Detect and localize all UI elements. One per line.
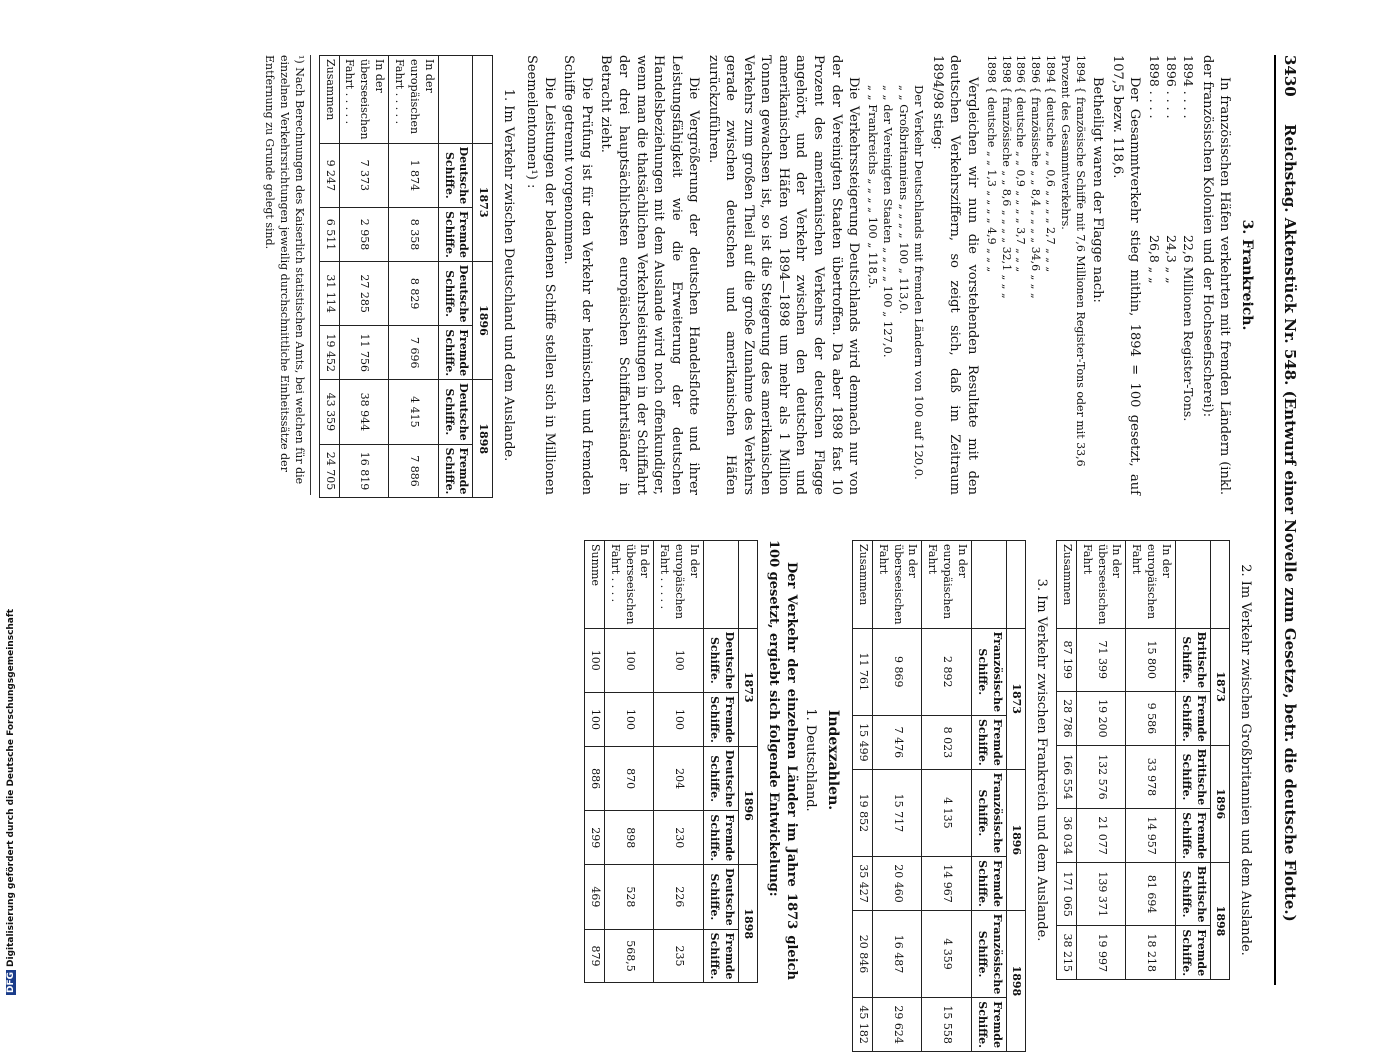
table-britain: 1873 1896 1898 Britische Schiffe. Fremde Schiffe. Britische Schiffe. Fremde Schiffe. Britische Schiffe. Fremde Schiffe. In der europäischen Fahrt 15 800 9 586 33 978 14 957 81 694 18 218 In der überseeischen Fahrt 71 399 19 200 132 576 21 077 139 371 19 997 Zusammen 87 199 28 786 166 554 36 034 171 065 38 215 <box>1056 540 1230 980</box>
traffic-row: 1894 . . . . 22,6 Millionen Register-Tons. <box>1181 55 1197 422</box>
page-number: 3430 <box>1281 55 1299 97</box>
flag-row: 1896 { deutsche „ „ 0,9 „ „ „ „ 3,7 „ „ „ <box>1014 55 1028 273</box>
flag-row: 1898 { französische „ „ 8,6 „ „ „ „ 32,1 „ „ „ <box>999 55 1013 299</box>
index-sub: 1. Deutschland. <box>803 708 819 812</box>
paragraph: Die Leistungen der beladenen Schiffe stellen sich in Millionen Seemeilentonnen¹) : <box>524 55 557 495</box>
table-row: In der überseeischen Fahrt 9 869 7 476 15 717 20 460 16 487 29 624 <box>872 541 922 1052</box>
table-row: In der überseeischen Fahrt . . . . . 7 373 2 958 27 285 11 756 38 944 16 819 <box>339 56 389 498</box>
flag-row: 1894 { deutsche „ „ 0,6 „ „ „ „ 2,7 „ „ „ <box>1044 55 1058 273</box>
flag-list <box>983 55 1087 495</box>
table1-title: 1. Im Verkehr zwischen Deutschland und dem Auslande. <box>500 88 516 462</box>
flag-row: 1896 { französische „ „ 8,4 „ „ „ „ 34,6 „ „ „ <box>1029 55 1043 299</box>
table-row: In der europäischen Fahrt . . . . . 100 100 204 230 226 235 <box>654 541 704 983</box>
flag-row: 1898 { deutsche „ „ 1,3 „ „ „ „ 4,9 „ „ „ <box>984 55 998 273</box>
compare-text: Vergleichen wir nun die vorstehenden Resultate mit den deutschen Verkehrsziffern, so zeigt sich, daß im Zeitraum 1894/98 stieg: <box>929 55 980 495</box>
table-row: In der europäischen Fahrt . . . . . 1 874 8 358 8 829 7 696 4 415 7 886 <box>389 56 439 498</box>
dfg-logo: DFG <box>6 971 16 993</box>
table-row: In der europäischen Fahrt 15 800 9 586 33 978 14 957 81 694 18 218 <box>1126 541 1176 980</box>
table-row: In der europäischen Fahrt 2 892 8 023 4 135 14 967 4 359 15 558 <box>922 541 972 1052</box>
compare-row: „ „ der Vereinigten Staaten „ „ „ „ 100 „ 127,0. <box>881 85 896 358</box>
section-intro: In französischen Häfen verkehrten mit fremden Ländern (inkl. der französischen Kolonien und der Hochseefischerei): <box>1199 55 1233 495</box>
table-row: In der überseeischen Fahrt 71 399 19 200 132 576 21 077 139 371 19 997 <box>1076 541 1126 980</box>
table-row: Zusammen 9 247 6 511 31 114 19 452 43 359 24 705 <box>319 56 339 498</box>
growth-text: Der Gesammtverkehr stieg mithin, 1894 = 100 gesetzt, auf 107,5 bezw. 118,6. <box>1109 55 1143 495</box>
table-row: Zusammen 11 761 15 499 19 852 35 427 20 846 45 182 <box>853 541 873 1052</box>
left-column <box>261 55 1260 495</box>
flag-row: 1894 { französische Schiffe mit 7,6 Millionen Register-Tons oder mit 33,6 Prozent des Gesammtverkehrs. <box>1058 55 1087 467</box>
page-header <box>1274 55 1300 985</box>
table-row: Zusammen 87 199 28 786 166 554 36 034 171 065 38 215 <box>1057 541 1077 980</box>
section-heading: 3. Frankreich. <box>1239 219 1255 331</box>
page-title: Reichstag. Aktenstück Nr. 548. (Entwurf einer Novelle zum Gesetze, betr. die deutsche Flotte.) <box>1281 123 1299 922</box>
traffic-row: 1898 . . . . 26,8 „ „ <box>1147 55 1163 284</box>
table-row: In der überseeischen Fahrt . . . . 100 100 870 898 528 568,5 <box>604 541 654 983</box>
table3-title: 3. Im Verkehr zwischen Frankreich und dem Auslande. <box>1034 578 1050 942</box>
credit-text: Digitalisierung gefördert durch die Deutsche Forschungsgemeinschaft <box>6 608 16 967</box>
paragraph: Die Verkehrssteigerung Deutschlands wird demnach nur von der der Vereinigten Staaten übertroffen. Da aber 1898 fast 10 Prozent des amerikanischen Verkehrs der deutschen Flagge angehört, und der Verkehr zwischen den deutschen und amerikanischen Häfen von 1894—1898 um mehr als 1 Million Tonnen gewachsen ist, so ist die Steigerung des amerikanischen Verkehrs zum großen Theil auf die große Zunahme des Verkehrs gerade zwischen deutschen und amerikanischen Häfen zurückzuführen. <box>705 55 862 495</box>
paragraph: Die Vergrößerung der deutschen Handelsflotte und ihrer Leistungsfähigkeit wie die Erweiterung der deutschen Handelsbeziehungen mit dem Auslande wird noch offenkundiger, wenn man die thatsächlichen Verkehrsleistungen in der Schiffahrt der drei hauptsächlichsten europäischen Schiffahrtsländer in Betracht zieht. <box>598 55 702 495</box>
table-germany: 1873 1896 1898 Deutsche Schiffe. Fremde Schiffe. Deutsche Schiffe. Fremde Schiffe. Deutsche Schiffe. Fremde Schiffe. In der europäischen Fahrt . . . . . 1 874 8 358 8 829 7 696 4 415 7 886 In der überseeischen Fahrt . . . . . 7 373 2 958 27 285 11 756 38 944 16 819 Zusammen 9 247 6 511 31 114 19 452 43 359 24 705 <box>319 55 493 498</box>
table2-title: 2. Im Verkehr zwischen Großbritannien und dem Auslande. <box>1238 564 1253 956</box>
index-intro: Der Verkehr der einzelnen Länder im Jahre 1873 gleich 100 gesetzt, ergiebt sich folgende Entwickelung: <box>766 540 799 980</box>
table-row: Summe 100 100 886 299 469 879 <box>585 541 605 983</box>
right-column <box>578 540 1260 1048</box>
dfg-credit <box>0 600 20 995</box>
flags-intro: Betheiligt waren der Flagge nach: <box>1090 77 1106 303</box>
compare-row: „ „ Großbritanniens „ „ „ „ 100 „ 113,0. <box>896 85 911 315</box>
index-heading: Indexzahlen. <box>825 709 842 811</box>
table-index: 1873 1896 1898 Deutsche Schiffe. Fremde Schiffe. Deutsche Schiffe. Fremde Schiffe. Deutsche Schiffe. Fremde Schiffe. In der europäischen Fahrt . . . . . 100 100 204 230 226 235 In der überseeischen Fahrt . . . . 100 100 870 898 528 568,5 Summe 100 100 886 299 469 879 <box>584 540 758 983</box>
traffic-row: 1896 . . . . 24,3 „ „ <box>1164 55 1180 284</box>
compare-row: Der Verkehr Deutschlands mit fremden Ländern von 100 auf 120,0. <box>912 85 927 480</box>
compare-row: „ „ Frankreichs „ „ „ „ 100 „ 118,5. <box>865 85 880 289</box>
table-france: 1873 1896 1898 Französische Schiffe. Fremde Schiffe. Französische Schiffe. Fremde Schiffe. Französische Schiffe. Fremde Schiffe. In der europäischen Fahrt 2 892 8 023 4 135 14 967 4 359 15 558 In der überseeischen Fahrt 9 869 7 476 15 717 20 460 16 487 29 624 Zusammen 11 761 15 499 19 852 35 427 20 846 45 182 <box>852 540 1026 1052</box>
rotated-sheet <box>20 0 1320 1048</box>
compare-list <box>864 55 926 495</box>
paragraph: Die Prüfung ist für den Verkehr der heimischen und fremden Schiffe getrennt vorgenommen. <box>561 55 594 495</box>
footnote: ¹) Nach Berechnungen des Kaiserlich statistischen Amts, bei welchen für die einzelnen Verkehrsrichtungen jeweilig durchschnittliche Einheitssätze der Entfernung zu Grunde gelegt sind. <box>261 55 311 495</box>
